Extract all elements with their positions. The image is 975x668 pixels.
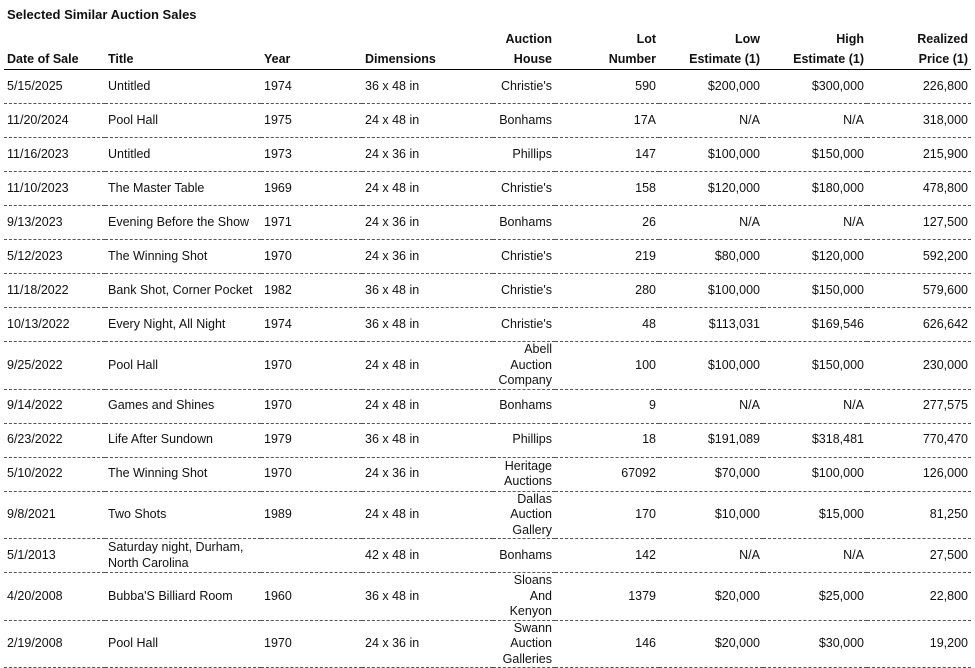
- cell-auction-house: Christie's: [493, 70, 555, 104]
- cell-high-estimate: $169,546: [763, 308, 867, 342]
- cell-auction-house: Christie's: [493, 240, 555, 274]
- cell-year: 1975: [261, 104, 362, 138]
- cell-year: 1970: [261, 389, 362, 423]
- cell-title: Untitled: [105, 70, 261, 104]
- cell-realized-price: 226,800: [867, 70, 971, 104]
- cell-lot-number: 147: [555, 138, 659, 172]
- cell-low-estimate: $113,031: [659, 308, 763, 342]
- header-lot-number: Lot Number: [555, 29, 659, 70]
- cell-title: Pool Hall: [105, 104, 261, 138]
- cell-realized-price: 127,500: [867, 206, 971, 240]
- cell-low-estimate: $20,000: [659, 620, 763, 668]
- cell-year: 1974: [261, 308, 362, 342]
- cell-dimensions: 36 x 48 in: [362, 274, 493, 308]
- cell-realized-price: 230,000: [867, 342, 971, 390]
- cell-title: Bank Shot, Corner Pocket: [105, 274, 261, 308]
- cell-dimensions: 24 x 36 in: [362, 206, 493, 240]
- cell-dimensions: 36 x 48 in: [362, 308, 493, 342]
- cell-high-estimate: $150,000: [763, 274, 867, 308]
- table-row: [4, 138, 971, 172]
- cell-year: 1979: [261, 423, 362, 457]
- cell-realized-price: 592,200: [867, 240, 971, 274]
- cell-high-estimate: $25,000: [763, 573, 867, 621]
- cell-year: 1969: [261, 172, 362, 206]
- cell-year: 1973: [261, 138, 362, 172]
- cell-lot-number: 158: [555, 172, 659, 206]
- cell-auction-house: Dallas Auction Gallery: [493, 491, 555, 539]
- cell-lot-number: 48: [555, 308, 659, 342]
- cell-low-estimate: $200,000: [659, 70, 763, 104]
- table-row: [4, 70, 971, 104]
- cell-date-of-sale: 4/20/2008: [4, 573, 105, 621]
- cell-lot-number: 590: [555, 70, 659, 104]
- cell-high-estimate: N/A: [763, 206, 867, 240]
- cell-low-estimate: N/A: [659, 539, 763, 573]
- cell-realized-price: 27,500: [867, 539, 971, 573]
- table-row: [4, 423, 971, 457]
- cell-high-estimate: $318,481: [763, 423, 867, 457]
- cell-low-estimate: $20,000: [659, 573, 763, 621]
- header-year: Year: [261, 29, 362, 70]
- cell-auction-house: Heritage Auctions: [493, 457, 555, 491]
- cell-title: Two Shots: [105, 491, 261, 539]
- header-low-estimate: Low Estimate (1): [659, 29, 763, 70]
- cell-high-estimate: $15,000: [763, 491, 867, 539]
- cell-date-of-sale: 11/10/2023: [4, 172, 105, 206]
- cell-dimensions: 24 x 48 in: [362, 491, 493, 539]
- cell-year: 1989: [261, 491, 362, 539]
- cell-low-estimate: $120,000: [659, 172, 763, 206]
- header-auction-house: Auction House: [493, 29, 555, 70]
- cell-dimensions: 36 x 48 in: [362, 573, 493, 621]
- cell-low-estimate: $80,000: [659, 240, 763, 274]
- header-realized-price: Realized Price (1): [867, 29, 971, 70]
- cell-realized-price: 626,642: [867, 308, 971, 342]
- cell-auction-house: Christie's: [493, 308, 555, 342]
- cell-date-of-sale: 9/25/2022: [4, 342, 105, 390]
- cell-lot-number: 9: [555, 389, 659, 423]
- cell-date-of-sale: 6/23/2022: [4, 423, 105, 457]
- cell-title: Every Night, All Night: [105, 308, 261, 342]
- cell-lot-number: 219: [555, 240, 659, 274]
- cell-date-of-sale: 10/13/2022: [4, 308, 105, 342]
- cell-auction-house: Christie's: [493, 172, 555, 206]
- cell-year: 1970: [261, 457, 362, 491]
- cell-low-estimate: $100,000: [659, 138, 763, 172]
- cell-lot-number: 280: [555, 274, 659, 308]
- cell-lot-number: 67092: [555, 457, 659, 491]
- cell-year: 1970: [261, 240, 362, 274]
- header-row: [4, 29, 971, 70]
- cell-lot-number: 146: [555, 620, 659, 668]
- table-row: [4, 240, 971, 274]
- cell-title: Evening Before the Show: [105, 206, 261, 240]
- cell-auction-house: Phillips: [493, 138, 555, 172]
- cell-dimensions: 24 x 36 in: [362, 240, 493, 274]
- table-row: [4, 620, 971, 668]
- cell-low-estimate: N/A: [659, 389, 763, 423]
- table-row: [4, 172, 971, 206]
- cell-lot-number: 142: [555, 539, 659, 573]
- cell-dimensions: 24 x 36 in: [362, 138, 493, 172]
- cell-date-of-sale: 11/18/2022: [4, 274, 105, 308]
- cell-low-estimate: N/A: [659, 104, 763, 138]
- cell-low-estimate: $10,000: [659, 491, 763, 539]
- cell-high-estimate: $300,000: [763, 70, 867, 104]
- table-row: [4, 342, 971, 390]
- cell-year: 1960: [261, 573, 362, 621]
- header-dimensions: Dimensions: [362, 29, 493, 70]
- cell-realized-price: 478,800: [867, 172, 971, 206]
- cell-date-of-sale: 5/1/2013: [4, 539, 105, 573]
- header-date-of-sale: Date of Sale: [4, 29, 105, 70]
- cell-dimensions: 24 x 48 in: [362, 389, 493, 423]
- cell-high-estimate: N/A: [763, 389, 867, 423]
- cell-title: Saturday night, Durham, North Carolina: [105, 539, 261, 573]
- cell-year: 1974: [261, 70, 362, 104]
- cell-title: Pool Hall: [105, 620, 261, 668]
- table-body: [4, 70, 971, 668]
- cell-year: 1970: [261, 620, 362, 668]
- cell-high-estimate: N/A: [763, 104, 867, 138]
- cell-lot-number: 18: [555, 423, 659, 457]
- cell-high-estimate: $100,000: [763, 457, 867, 491]
- cell-auction-house: Swann Auction Galleries: [493, 620, 555, 668]
- cell-dimensions: 24 x 48 in: [362, 342, 493, 390]
- cell-realized-price: 126,000: [867, 457, 971, 491]
- cell-dimensions: 24 x 48 in: [362, 172, 493, 206]
- cell-title: Bubba'S Billiard Room: [105, 573, 261, 621]
- table-row: [4, 573, 971, 621]
- cell-high-estimate: $150,000: [763, 138, 867, 172]
- cell-lot-number: 170: [555, 491, 659, 539]
- auction-sales-table: [4, 29, 971, 668]
- cell-title: The Winning Shot: [105, 240, 261, 274]
- cell-year: [261, 539, 362, 573]
- cell-title: Untitled: [105, 138, 261, 172]
- page-title: Selected Similar Auction Sales: [7, 7, 197, 22]
- cell-dimensions: 24 x 36 in: [362, 620, 493, 668]
- cell-high-estimate: N/A: [763, 539, 867, 573]
- cell-dimensions: 24 x 48 in: [362, 104, 493, 138]
- cell-auction-house: Phillips: [493, 423, 555, 457]
- cell-dimensions: 36 x 48 in: [362, 70, 493, 104]
- cell-realized-price: 770,470: [867, 423, 971, 457]
- cell-high-estimate: $150,000: [763, 342, 867, 390]
- cell-date-of-sale: 5/12/2023: [4, 240, 105, 274]
- cell-auction-house: Christie's: [493, 274, 555, 308]
- cell-realized-price: 19,200: [867, 620, 971, 668]
- cell-date-of-sale: 5/15/2025: [4, 70, 105, 104]
- cell-high-estimate: $30,000: [763, 620, 867, 668]
- cell-auction-house: Sloans And Kenyon: [493, 573, 555, 621]
- table-row: [4, 308, 971, 342]
- cell-date-of-sale: 2/19/2008: [4, 620, 105, 668]
- table-row: [4, 104, 971, 138]
- cell-realized-price: 277,575: [867, 389, 971, 423]
- table-row: [4, 274, 971, 308]
- cell-lot-number: 100: [555, 342, 659, 390]
- cell-realized-price: 215,900: [867, 138, 971, 172]
- cell-low-estimate: $100,000: [659, 342, 763, 390]
- cell-high-estimate: $180,000: [763, 172, 867, 206]
- cell-dimensions: 36 x 48 in: [362, 423, 493, 457]
- cell-title: Pool Hall: [105, 342, 261, 390]
- cell-auction-house: Bonhams: [493, 389, 555, 423]
- cell-realized-price: 81,250: [867, 491, 971, 539]
- cell-auction-house: Bonhams: [493, 104, 555, 138]
- cell-title: The Master Table: [105, 172, 261, 206]
- cell-title: Games and Shines: [105, 389, 261, 423]
- cell-realized-price: 318,000: [867, 104, 971, 138]
- table-row: [4, 206, 971, 240]
- cell-year: 1970: [261, 342, 362, 390]
- cell-auction-house: Bonhams: [493, 206, 555, 240]
- table-row: [4, 457, 971, 491]
- cell-dimensions: 24 x 36 in: [362, 457, 493, 491]
- cell-realized-price: 22,800: [867, 573, 971, 621]
- table-row: [4, 539, 971, 573]
- cell-low-estimate: $191,089: [659, 423, 763, 457]
- cell-date-of-sale: 9/13/2023: [4, 206, 105, 240]
- cell-date-of-sale: 9/14/2022: [4, 389, 105, 423]
- cell-low-estimate: N/A: [659, 206, 763, 240]
- cell-auction-house: Abell Auction Company: [493, 342, 555, 390]
- cell-low-estimate: $70,000: [659, 457, 763, 491]
- cell-realized-price: 579,600: [867, 274, 971, 308]
- cell-title: Life After Sundown: [105, 423, 261, 457]
- cell-high-estimate: $120,000: [763, 240, 867, 274]
- cell-auction-house: Bonhams: [493, 539, 555, 573]
- cell-year: 1971: [261, 206, 362, 240]
- cell-dimensions: 42 x 48 in: [362, 539, 493, 573]
- cell-date-of-sale: 5/10/2022: [4, 457, 105, 491]
- cell-lot-number: 26: [555, 206, 659, 240]
- cell-low-estimate: $100,000: [659, 274, 763, 308]
- cell-date-of-sale: 9/8/2021: [4, 491, 105, 539]
- cell-lot-number: 17A: [555, 104, 659, 138]
- cell-title: The Winning Shot: [105, 457, 261, 491]
- cell-lot-number: 1379: [555, 573, 659, 621]
- cell-date-of-sale: 11/20/2024: [4, 104, 105, 138]
- cell-date-of-sale: 11/16/2023: [4, 138, 105, 172]
- table-row: [4, 491, 971, 539]
- header-high-estimate: High Estimate (1): [763, 29, 867, 70]
- cell-year: 1982: [261, 274, 362, 308]
- header-title: Title: [105, 29, 261, 70]
- table-row: [4, 389, 971, 423]
